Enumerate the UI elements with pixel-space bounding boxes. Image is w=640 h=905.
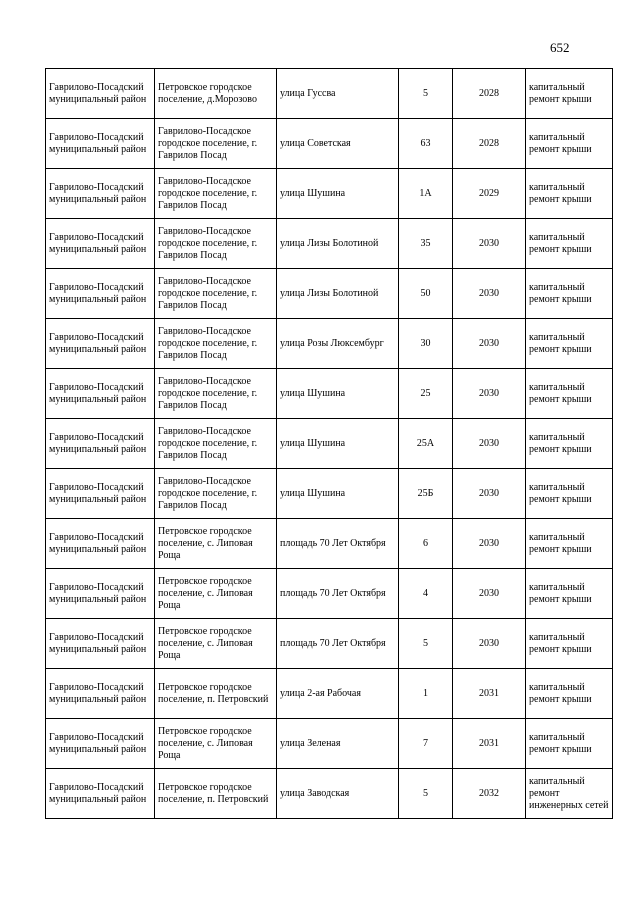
street-cell: улица Розы Люксембург (277, 319, 399, 369)
district-cell: Гаврилово-Посадский муниципальный район (46, 119, 155, 169)
year-cell: 2032 (453, 769, 526, 819)
street-cell: улица Зеленая (277, 719, 399, 769)
house-number-cell: 63 (399, 119, 453, 169)
table-row (46, 69, 613, 119)
work-type-cell: капитальный ремонт крыши (526, 619, 613, 669)
year-cell: 2030 (453, 369, 526, 419)
district-cell: Гаврилово-Посадский муниципальный район (46, 519, 155, 569)
work-type-cell: капитальный ремонт крыши (526, 719, 613, 769)
year-cell: 2030 (453, 519, 526, 569)
year-cell: 2030 (453, 619, 526, 669)
house-number-cell: 5 (399, 69, 453, 119)
table-row (46, 569, 613, 619)
work-type-cell: капитальный ремонт крыши (526, 119, 613, 169)
work-type-cell: капитальный ремонт крыши (526, 469, 613, 519)
page-number: 652 (550, 40, 570, 55)
table-row (46, 269, 613, 319)
settlement-cell: Гаврилово-Посадское городское поселение, г. Гаврилов Посад (155, 319, 277, 369)
district-cell: Гаврилово-Посадский муниципальный район (46, 269, 155, 319)
settlement-cell: Петровское городское поселение, с. Липовая Роща (155, 619, 277, 669)
district-cell: Гаврилово-Посадский муниципальный район (46, 469, 155, 519)
work-type-cell: капитальный ремонт крыши (526, 669, 613, 719)
year-cell: 2030 (453, 469, 526, 519)
house-number-cell: 30 (399, 319, 453, 369)
settlement-cell: Петровское городское поселение, с. Липовая Роща (155, 569, 277, 619)
district-cell: Гаврилово-Посадский муниципальный район (46, 569, 155, 619)
street-cell: площадь 70 Лет Октября (277, 569, 399, 619)
work-type-cell: капитальный ремонт крыши (526, 319, 613, 369)
work-type-cell: капитальный ремонт крыши (526, 419, 613, 469)
work-type-cell: капитальный ремонт крыши (526, 569, 613, 619)
table-row (46, 519, 613, 569)
work-type-cell: капитальный ремонт крыши (526, 169, 613, 219)
year-cell: 2028 (453, 119, 526, 169)
year-cell: 2031 (453, 719, 526, 769)
settlement-cell: Гаврилово-Посадское городское поселение, г. Гаврилов Посад (155, 369, 277, 419)
settlement-cell: Петровское городское поселение, п. Петровский (155, 669, 277, 719)
house-number-cell: 7 (399, 719, 453, 769)
settlement-cell: Гаврилово-Посадское городское поселение, г. Гаврилов Посад (155, 419, 277, 469)
table-row (46, 319, 613, 369)
table-row (46, 119, 613, 169)
table-row (46, 369, 613, 419)
table-body (46, 69, 613, 819)
house-number-cell: 5 (399, 619, 453, 669)
table-row (46, 769, 613, 819)
street-cell: площадь 70 Лет Октября (277, 519, 399, 569)
street-cell: улица Гуссва (277, 69, 399, 119)
table-row (46, 169, 613, 219)
year-cell: 2029 (453, 169, 526, 219)
settlement-cell: Гаврилово-Посадское городское поселение, г. Гаврилов Посад (155, 219, 277, 269)
house-number-cell: 25Б (399, 469, 453, 519)
district-cell: Гаврилово-Посадский муниципальный район (46, 369, 155, 419)
district-cell: Гаврилово-Посадский муниципальный район (46, 169, 155, 219)
year-cell: 2030 (453, 569, 526, 619)
settlement-cell: Гаврилово-Посадское городское поселение, г. Гаврилов Посад (155, 119, 277, 169)
table-row (46, 469, 613, 519)
work-type-cell: капитальный ремонт крыши (526, 69, 613, 119)
work-type-cell: капитальный ремонт крыши (526, 269, 613, 319)
year-cell: 2030 (453, 319, 526, 369)
district-cell: Гаврилово-Посадский муниципальный район (46, 319, 155, 369)
house-number-cell: 1А (399, 169, 453, 219)
house-number-cell: 25 (399, 369, 453, 419)
settlement-cell: Петровское городское поселение, с. Липовая Роща (155, 519, 277, 569)
street-cell: улица Шушина (277, 469, 399, 519)
year-cell: 2030 (453, 269, 526, 319)
district-cell: Гаврилово-Посадский муниципальный район (46, 419, 155, 469)
table-row (46, 619, 613, 669)
year-cell: 2030 (453, 219, 526, 269)
year-cell: 2028 (453, 69, 526, 119)
street-cell: площадь 70 Лет Октября (277, 619, 399, 669)
repair-schedule-table (45, 68, 613, 819)
district-cell: Гаврилово-Посадский муниципальный район (46, 219, 155, 269)
house-number-cell: 25А (399, 419, 453, 469)
street-cell: улица Лизы Болотиной (277, 269, 399, 319)
year-cell: 2030 (453, 419, 526, 469)
work-type-cell: капитальный ремонт крыши (526, 219, 613, 269)
work-type-cell: капитальный ремонт крыши (526, 369, 613, 419)
table-row (46, 669, 613, 719)
settlement-cell: Гаврилово-Посадское городское поселение, г. Гаврилов Посад (155, 469, 277, 519)
work-type-cell: капитальный ремонт крыши (526, 519, 613, 569)
street-cell: улица Шушина (277, 419, 399, 469)
house-number-cell: 35 (399, 219, 453, 269)
district-cell: Гаврилово-Посадский муниципальный район (46, 619, 155, 669)
house-number-cell: 5 (399, 769, 453, 819)
settlement-cell: Гаврилово-Посадское городское поселение, г. Гаврилов Посад (155, 269, 277, 319)
table-row (46, 719, 613, 769)
district-cell: Гаврилово-Посадский муниципальный район (46, 69, 155, 119)
settlement-cell: Петровское городское поселение, д.Морозово (155, 69, 277, 119)
district-cell: Гаврилово-Посадский муниципальный район (46, 669, 155, 719)
street-cell: улица Шушина (277, 369, 399, 419)
street-cell: улица Шушина (277, 169, 399, 219)
table-row (46, 219, 613, 269)
street-cell: улица Советская (277, 119, 399, 169)
house-number-cell: 6 (399, 519, 453, 569)
street-cell: улица Заводская (277, 769, 399, 819)
street-cell: улица 2-ая Рабочая (277, 669, 399, 719)
district-cell: Гаврилово-Посадский муниципальный район (46, 719, 155, 769)
settlement-cell: Петровское городское поселение, п. Петровский (155, 769, 277, 819)
year-cell: 2031 (453, 669, 526, 719)
house-number-cell: 4 (399, 569, 453, 619)
settlement-cell: Петровское городское поселение, с. Липовая Роща (155, 719, 277, 769)
house-number-cell: 50 (399, 269, 453, 319)
settlement-cell: Гаврилово-Посадское городское поселение, г. Гаврилов Посад (155, 169, 277, 219)
house-number-cell: 1 (399, 669, 453, 719)
work-type-cell: капитальный ремонт инженерных сетей (526, 769, 613, 819)
district-cell: Гаврилово-Посадский муниципальный район (46, 769, 155, 819)
table-row (46, 419, 613, 469)
street-cell: улица Лизы Болотиной (277, 219, 399, 269)
